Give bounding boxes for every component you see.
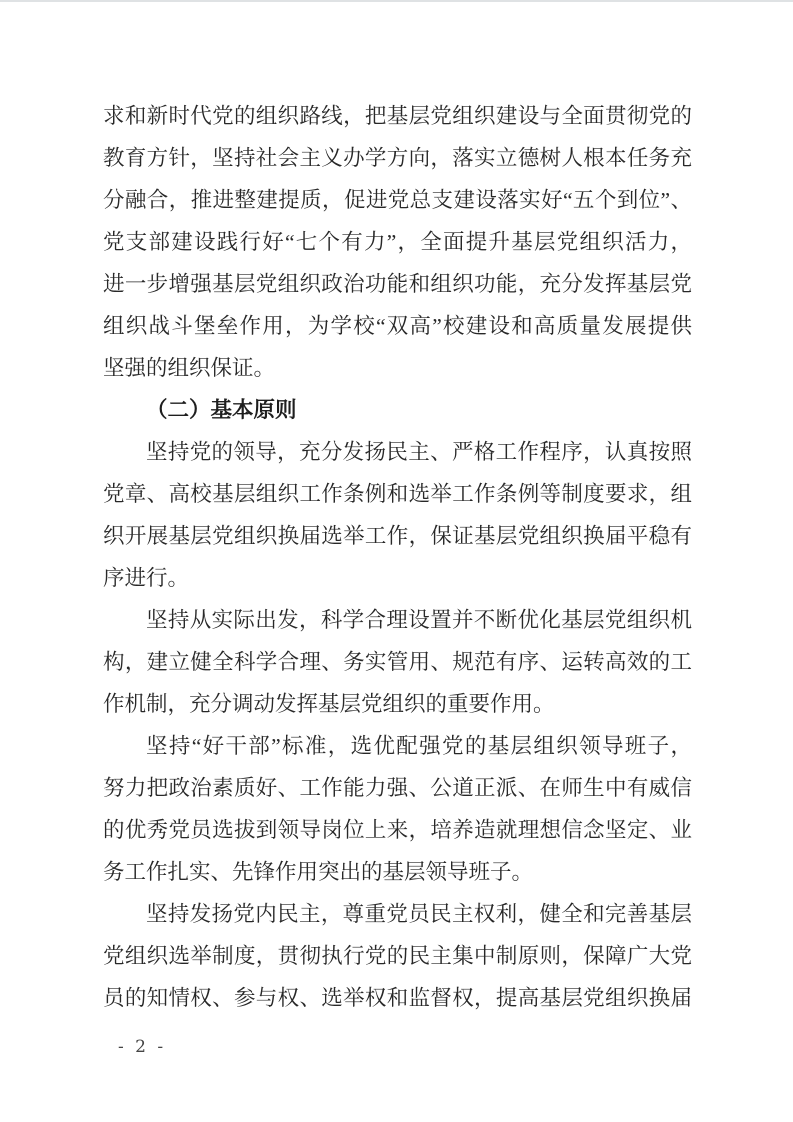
body-line: 坚持党的领导，充分发扬民主、严格工作程序，认真按照	[146, 440, 692, 464]
page-number: - 2 -	[118, 1037, 167, 1057]
body-line: 的优秀党员选拔到领导岗位上来，培养造就理想信念坚定、业	[103, 818, 692, 842]
body-line: 努力把政治素质好、工作能力强、公道正派、在师生中有威信	[103, 776, 692, 800]
section-heading: （二）基本原则	[146, 398, 297, 422]
body-line: 分融合，推进整建提质，促进党总支建设落实好“五个到位”、	[103, 188, 692, 212]
body-line: 员的知情权、参与权、选举权和监督权，提高基层党组织换届	[103, 986, 692, 1010]
body-line: 坚持从实际出发，科学合理设置并不断优化基层党组织机	[146, 608, 692, 632]
body-line: 织开展基层党组织换届选举工作，保证基层党组织换届平稳有	[103, 524, 692, 548]
body-line: 坚强的组织保证。	[103, 356, 276, 380]
body-line: 作机制，充分调动发挥基层党组织的重要作用。	[103, 692, 555, 716]
body-line: 序进行。	[103, 566, 190, 590]
body-line: 组织战斗堡垒作用，为学校“双高”校建设和高质量发展提供	[103, 314, 692, 338]
body-line: 构，建立健全科学合理、务实管用、规范有序、运转高效的工	[103, 650, 692, 674]
body-line: 求和新时代党的组织路线，把基层党组织建设与全面贯彻党的	[103, 104, 692, 128]
body-line: 进一步增强基层党组织政治功能和组织功能，充分发挥基层党	[103, 272, 692, 296]
body-line: 教育方针，坚持社会主义办学方向，落实立德树人根本任务充	[103, 146, 692, 170]
body-line: 党组织选举制度，贯彻执行党的民主集中制原则，保障广大党	[103, 944, 692, 968]
body-line: 党章、高校基层组织工作条例和选举工作条例等制度要求，组	[103, 482, 692, 506]
body-line: 务工作扎实、先锋作用突出的基层领导班子。	[103, 860, 534, 884]
body-line: 坚持“好干部”标准，选优配强党的基层组织领导班子，	[146, 734, 692, 758]
body-line: 党支部建设践行好“七个有力”，全面提升基层党组织活力，	[103, 230, 692, 254]
document-text-block	[103, 2, 692, 1019]
body-line: 坚持发扬党内民主，尊重党员民主权利，健全和完善基层	[146, 902, 692, 926]
